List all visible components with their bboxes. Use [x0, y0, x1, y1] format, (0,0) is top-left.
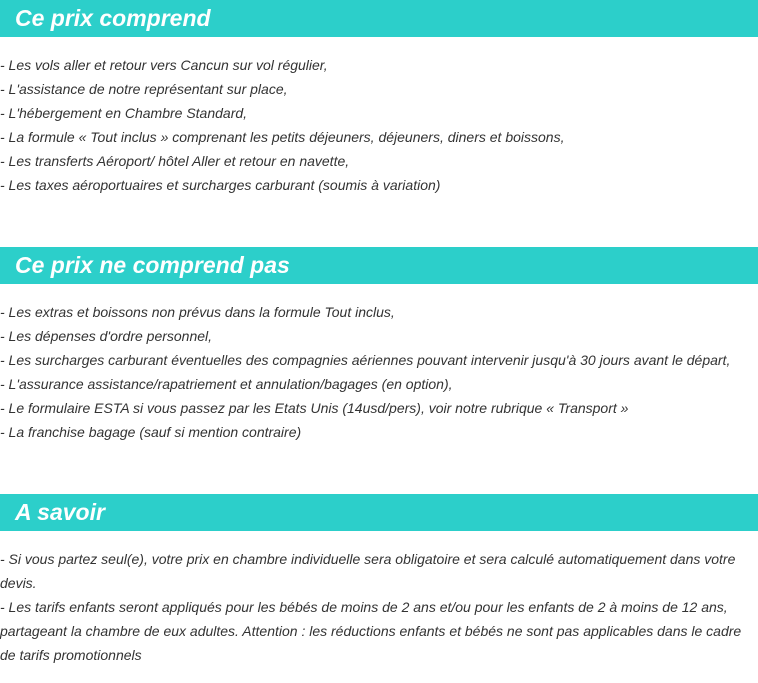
list-item: - Le formulaire ESTA si vous passez par les Etats Unis (14usd/pers), voir notre rubrique « Transport »	[0, 400, 629, 416]
section-heading: Ce prix comprend	[0, 0, 758, 37]
list-item: - Les taxes aéroportuaires et surcharges carburant (soumis à variation)	[0, 177, 441, 193]
list-item: - Les dépenses d'ordre personnel,	[0, 328, 213, 344]
section-not-included	[0, 247, 758, 444]
list-item: - La formule « Tout inclus » comprenant les petits déjeuners, déjeuners, diners et boissons,	[0, 129, 565, 145]
list-item: - La franchise bagage (sauf si mention contraire)	[0, 424, 302, 440]
list-item: - Les surcharges carburant éventuelles des compagnies aériennes pouvant intervenir jusqu'à 30 jours avant le départ,	[0, 352, 731, 368]
list-item: - Les tarifs enfants seront appliqués pour les bébés de moins de 2 ans et/ou pour les enfants de 2 à moins de 12 ans, partageant la chambre de eux adultes. Attention : les réductions enfants et bébés ne sont pas applicables dans le cadre de tarifs promotionnels	[0, 599, 742, 663]
list-item: - Les extras et boissons non prévus dans la formule Tout inclus,	[0, 304, 395, 320]
list-item: - L'hébergement en Chambre Standard,	[0, 105, 248, 121]
section-heading: A savoir	[0, 494, 758, 531]
list-item: - L'assurance assistance/rapatriement et annulation/bagages (en option),	[0, 376, 453, 392]
good-to-know-list	[0, 531, 758, 667]
list-item: - L'assistance de notre représentant sur place,	[0, 81, 288, 97]
list-item: - Les transferts Aéroport/ hôtel Aller et retour en navette,	[0, 153, 350, 169]
included-list	[0, 37, 758, 197]
list-item: - Si vous partez seul(e), votre prix en chambre individuelle sera obligatoire et sera calculé automatiquement dans votre devis.	[0, 551, 736, 591]
section-good-to-know	[0, 494, 758, 667]
section-included	[0, 0, 758, 197]
list-item: - Les vols aller et retour vers Cancun sur vol régulier,	[0, 57, 328, 73]
not-included-list	[0, 284, 758, 444]
section-heading: Ce prix ne comprend pas	[0, 247, 758, 284]
